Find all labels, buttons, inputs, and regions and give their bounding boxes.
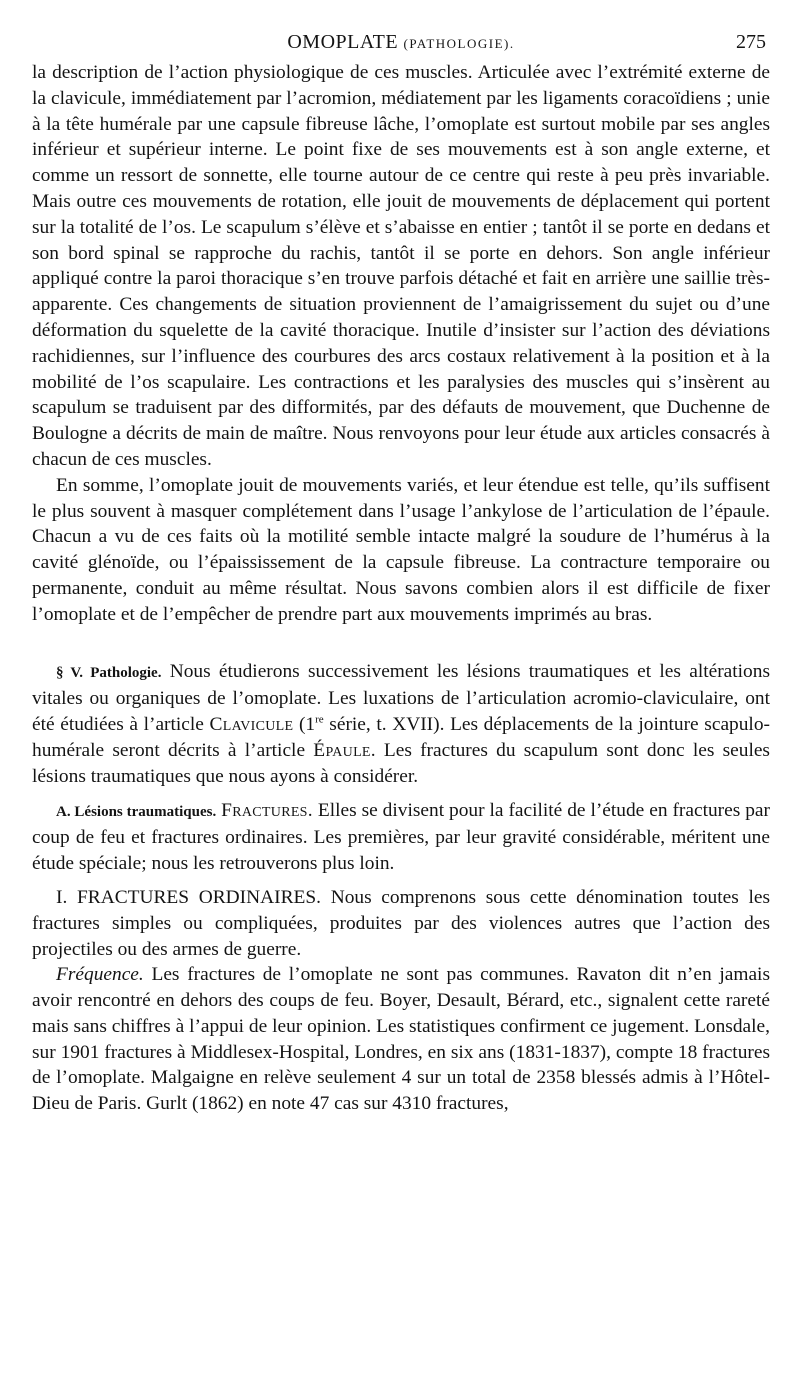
pathologie-text-b: (1 [298,714,316,736]
reference-clavicule: Clavicule [209,714,294,736]
pathologie-text-d: . Les fractures du scapulum sont donc les seules lésions traumatiques que nous ayons à considérer. [32,739,770,787]
paragraph-2: En somme, l’omoplate jouit de mouvements variés, et leur étendue est telle, qu’ils suffisent le plus souvent à masquer complétement dans l’usage l’ankylose de l’articulation de l’épaule. Chacun a vu de ces faits où la motilité semble intacte malgré la soudure de l’humérus à la cavité glénoïde, ou l’épaississement de la capsule fibreuse. La contracture temporaire ou permanente, conduit au même résultat. Nous savons combien alors il est difficile de fixer l’omoplate et de l’empêcher de prendre part aux mouvements imprimés au bras. [32,474,770,625]
heading-fractures-ordinaires: I. FRACTURES ORDINAIRES. [56,886,321,908]
page-number: 275 [736,31,766,53]
pathologie-text-a: Nous étudierons successivement les lésions traumatiques et les altérations vitales ou organiques de l’omoplate. Les luxations de l’articulation acromio-claviculaire, ont été étudiées à l’article [32,660,770,736]
paragraph-frequence [32,962,770,1117]
running-title [32,30,770,57]
header-title: OMOPLATE [287,31,399,53]
heading-frequence: Fréquence. [56,964,144,986]
section-heading: § V. Pathologie. [56,664,162,681]
pathologie-superscript: re [315,713,324,726]
paragraph-lesions [32,798,770,877]
running-header [32,26,770,60]
paragraph-1: la description de l’action physiologique de ces muscles. Articulée avec l’extrémité externe de la clavicule, immédiatement par l’acromion, médiatement par les ligaments coracoïdiens ; unie à la tête humérale par une capsule fibreuse lâche, l’omoplate est surtout mobile par ses angles inférieur et supérieur interne. Le point fixe de ses mouvements est à son angle externe, et comme un ressort de sonnette, elle tourne autour de ce centre qui reste à peu près invariable. Mais outre ces mouvements de rotation, elle jouit de mouvements de déplacement qui portent sur la totalité de l’os. Le scapulum s’élève et s’abaisse en entier ; tantôt il se porte en dedans et son bord spinal se rapproche du rachis, tantôt il se porte en dehors. Son angle inférieur appliqué contre la paroi thoracique s’en trouve parfois détaché et fait en arrière une saillie très-apparente. Ces changements de situation proviennent de l’amaigrissement du sujet ou d’une déformation du squelette de la cavité thoracique. Inutile d’insister sur l’action des déviations rachidiennes, sur l’influence des courbures des arcs costaux relativement à la position et à la mobilité de l’os scapulaire. Les contractions et les paralysies des muscles qui s’insèrent au scapulum se traduisent par des difformités, par des défauts de mouvement, que Duchenne de Boulogne a décrits de main de maître. Nous renvoyons pour leur étude aux articles consacrés à chacun de ces muscles. [32,62,770,470]
frequence-text: Les fractures de l’omoplate ne sont pas communes. Ravaton dit n’en jamais avoir rencontré en dehors des coups de feu. Boyer, Desault, Bérard, etc., signalent cette rareté mais sans chiffres à l’appui de leur opinion. Les statistiques confirment ce jugement. Lonsdale, sur 1901 fractures à Middlesex-Hospital, Londres, en six ans (1831-1837), compte 18 fractures de l’omoplate. Malgaigne en relève seulement 4 sur un total de 2358 blessés admis à l’Hôtel-Dieu de Paris. Gurlt (1862) en note 47 cas sur 4310 fractures, [32,964,770,1115]
paragraph-fractures-ordinaires [32,885,770,962]
fractures-ordinaires-text: Nous comprenons sous cette dénomination toutes les fractures simples ou compliquées, produites par des violences autres que l’action des projectiles ou des armes de guerre. [32,886,771,960]
paragraph-pathologie [32,659,770,790]
pathologie-text-c: série, t. XVII). Les déplacements de la jointure scapulo-humérale seront décrits à l’article [32,714,770,761]
reference-epaule: Épaule [313,739,371,761]
reference-fractures: Fractures. [221,799,313,821]
header-subtitle: (PATHOLOGIE). [403,36,515,51]
subsection-heading-lesions: A. Lésions traumatiques. [56,803,217,820]
lesions-text: Elles se divisent pour la facilité de l’étude en fractures par coup de feu et fractures ordinaires. Les premières, par leur gravité considérable, méritent une étude spéciale; nous les retrouverons plus loin. [32,799,770,875]
